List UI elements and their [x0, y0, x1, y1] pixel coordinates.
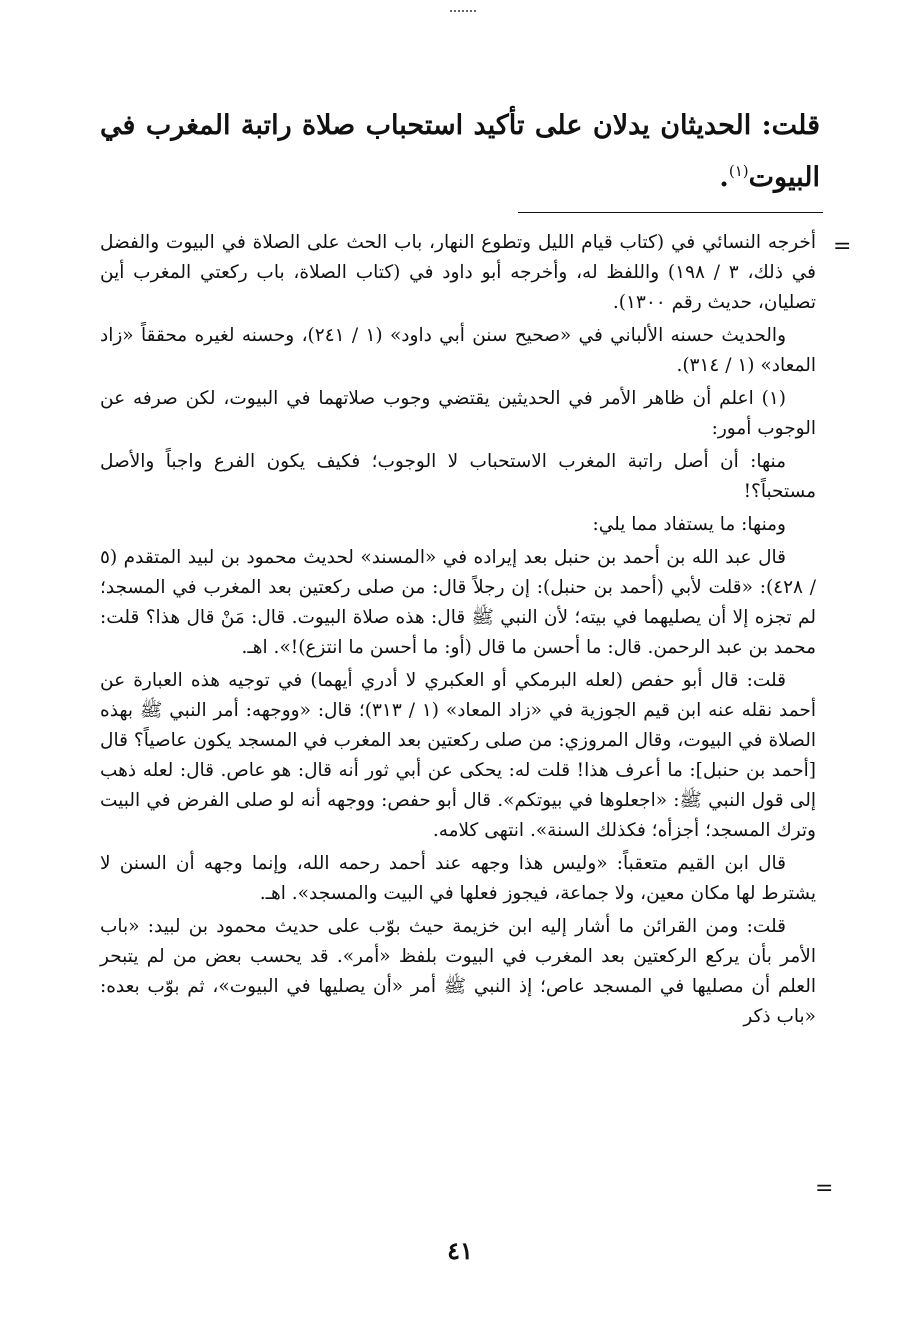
main-text-end: . [719, 162, 729, 193]
footnote-paragraph: قلت: قال أبو حفص (لعله البرمكي أو العكبري لا أدري أيهما) في توجيه هذه العبارة عن أحمد نقله عنه ابن قيم الجوزية في «زاد المعاد» (١ / ٣١٣)؛ قال: «ووجهه: أمر النبي ﷺ بهذه الصلاة في البيوت، وقال المروزي: من صلى ركعتين بعد المغرب في المسجد يكون عاصياً؟ قال [أحمد بن حنبل]: ما أعرف هذا! قلت له: يحكى عن أبي ثور أنه قال: هو عاص. قال: لعله ذهب إلى قول النبي ﷺ: «اجعلوها في بيوتكم». قال أبو حفص: ووجهه أنه لو صلى الفرض في البيت وترك المسجد؛ أجزأه؛ فكذلك السنة». انتهى كلامه. [100, 670, 816, 841]
footnote-paragraph: ومنها: ما يستفاد مما يلي: [592, 514, 786, 535]
footnote-reference: (١) [728, 162, 749, 180]
top-dotted-mark [450, 10, 476, 14]
footnote-paragraph: قلت: ومن القرائن ما أشار إليه ابن خزيمة حيث بوّب على حديث محمود بن لبيد: «باب الأمر بأن يركع الركعتين بعد المغرب في البيوت بلفظ «أمر». قد يحسب بعض من لم يتبحر العلم أن مصليها في المسجد عاص؛ إذ النبي ﷺ أمر «أن يصليها في البيوت»، ثم بوّب بعده: «باب ذكر [100, 916, 816, 1027]
footnote-divider [518, 212, 823, 213]
footnote-paragraph: (١) اعلم أن ظاهر الأمر في الحديثين يقتضي وجوب صلاتهما في البيوت، لكن صرفه عن الوجوب أمور: [100, 388, 816, 439]
footnote-paragraph: والحديث حسنه الألباني في «صحيح سنن أبي داود» (١ / ٢٤١)، وحسنه لغيره محققاً «زاد المعاد» (١ / ٣١٤). [100, 325, 816, 376]
footnote-paragraph: قال عبد الله بن أحمد بن حنبل بعد إيراده في «المسند» لحديث محمود بن لبيد المتقدم (٥ / ٤٢٨): «قلت لأبي (أحمد بن حنبل): إن رجلاً قال: من صلى ركعتين بعد المغرب في المسجد؛ لم تجزه إلا أن يصليهما في بيته؛ لأن النبي ﷺ قال: هذه صلاة البيوت. قال: مَنْ قال هذا؟ قلت: محمد بن عبد الرحمن. قال: ما أحسن ما قال (أو: ما أحسن ما انتزع)!». اهـ. [100, 547, 816, 658]
footnote-paragraph: أخرجه النسائي في (كتاب قيام الليل وتطوع النهار، باب الحث على الصلاة في البيوت والفضل في ذلك، ٣ / ١٩٨) واللفظ له، وأخرجه أبو داود في (كتاب الصلاة، باب ركعتي المغرب أين تصليان، حديث رقم ١٣٠٠). [100, 232, 816, 313]
footnote-paragraph: منها: أن أصل راتبة المغرب الاستحباب لا الوجوب؛ فكيف يكون الفرع واجباً والأصل مستحباً؟! [100, 451, 816, 502]
main-paragraph [100, 100, 820, 204]
main-text: قلت: الحديثان يدلان على تأكيد استحباب صلاة راتبة المغرب في البيوت [100, 110, 820, 193]
continuation-mark-top: = [833, 234, 852, 259]
footnote-paragraph: قال ابن القيم متعقباً: «وليس هذا وجهه عند أحمد رحمه الله، وإنما وجهه أن السنن لا يشترط لها مكان معين، ولا جماعة، فيجوز فعلها في البيت والمسجد». اهـ. [100, 853, 816, 904]
footnotes-section [100, 228, 816, 1035]
continuation-mark-bottom: = [815, 1176, 834, 1201]
page-number: ٤١ [447, 1236, 473, 1265]
